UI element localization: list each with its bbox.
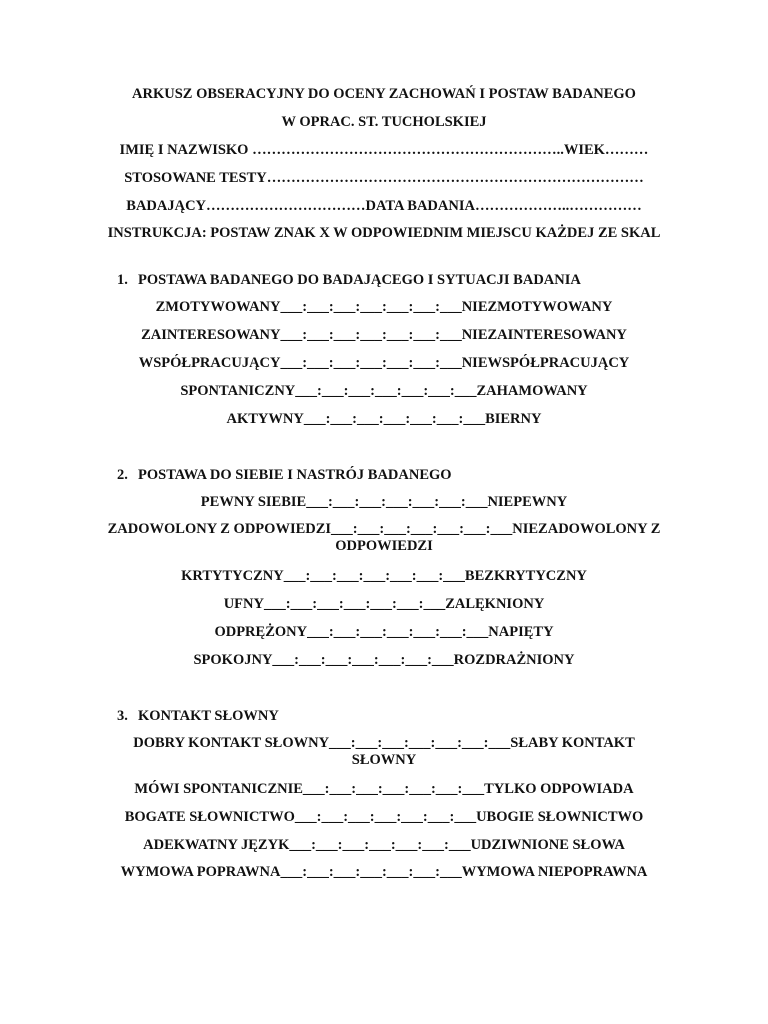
section-number: 2. xyxy=(117,467,128,483)
tests-field: STOSOWANE TESTY…………………………………………………………………… xyxy=(124,170,644,186)
rating-scale-row: ODPRĘŻONY___:___:___:___:___:___:___NAPIĘTY xyxy=(214,624,554,640)
section-title: POSTAWA DO SIEBIE I NASTRÓJ BADANEGO xyxy=(138,467,452,483)
document-author: W OPRAC. ST. TUCHOLSKIEJ xyxy=(281,114,487,130)
instruction-text: INSTRUKCJA: POSTAW ZNAK X W ODPOWIEDNIM MIEJSCU KAŻDEJ ZE SKAL xyxy=(107,225,661,241)
rating-scale-row: DOBRY KONTAKT SŁOWNY___:___:___:___:___:___:___SŁABY KONTAKT SŁOWNY xyxy=(133,735,635,768)
section-title: KONTAKT SŁOWNY xyxy=(138,708,279,724)
rating-scale-row: WSPÓŁPRACUJĄCY___:___:___:___:___:___:___NIEWSPÓŁPRACUJĄCY xyxy=(138,355,630,371)
section-heading xyxy=(117,708,279,725)
rating-scale-row: PEWNY SIEBIE___:___:___:___:___:___:___NIEPEWNY xyxy=(200,494,568,510)
section-number: 3. xyxy=(117,708,128,724)
section-heading xyxy=(117,272,581,289)
section-title: POSTAWA BADANEGO DO BADAJĄCEGO I SYTUACJI BADANIA xyxy=(138,272,581,288)
rating-scale-row: MÓWI SPONTANICZNIE___:___:___:___:___:___:___TYLKO ODPOWIADA xyxy=(134,781,634,797)
rating-scale-row: SPONTANICZNY___:___:___:___:___:___:___ZAHAMOWANY xyxy=(180,383,588,399)
rating-scale-row: UFNY___:___:___:___:___:___:___ZALĘKNIONY xyxy=(223,596,545,612)
rating-scale-row: WYMOWA POPRAWNA___:___:___:___:___:___:___WYMOWA NIEPOPRAWNA xyxy=(120,864,648,880)
rating-scale-row: ZADOWOLONY Z ODPOWIEDZI___:___:___:___:___:___:___NIEZADOWOLONY Z ODPOWIEDZI xyxy=(107,521,661,554)
rating-scale-row: ZAINTERESOWANY___:___:___:___:___:___:___NIEZAINTERESOWANY xyxy=(141,327,627,343)
section-heading xyxy=(117,467,452,484)
document-title: ARKUSZ OBSERACYJNY DO OCENY ZACHOWAŃ I POSTAW BADANEGO xyxy=(132,86,636,102)
rating-scale-row: KRTYTYCZNY___:___:___:___:___:___:___BEZKRYTYCZNY xyxy=(181,568,587,584)
rating-scale-row: AKTYWNY___:___:___:___:___:___:___BIERNY xyxy=(226,411,542,427)
rating-scale-row: SPOKOJNY___:___:___:___:___:___:___ROZDRAŻNIONY xyxy=(193,652,575,668)
rating-scale-row: ZMOTYWOWANY___:___:___:___:___:___:___NIEZMOTYWOWANY xyxy=(155,299,613,315)
name-age-field: IMIĘ I NAZWISKO ………………………………………………………..WIEK……… xyxy=(119,142,649,158)
examiner-date-field: BADAJĄCY……………………………DATA BADANIA………………..…………… xyxy=(126,198,642,214)
rating-scale-row: ADEKWATNY JĘZYK___:___:___:___:___:___:___UDZIWNIONE SŁOWA xyxy=(143,837,625,853)
section-number: 1. xyxy=(117,272,128,288)
rating-scale-row: BOGATE SŁOWNICTWO___:___:___:___:___:___:___UBOGIE SŁOWNICTWO xyxy=(124,809,644,825)
